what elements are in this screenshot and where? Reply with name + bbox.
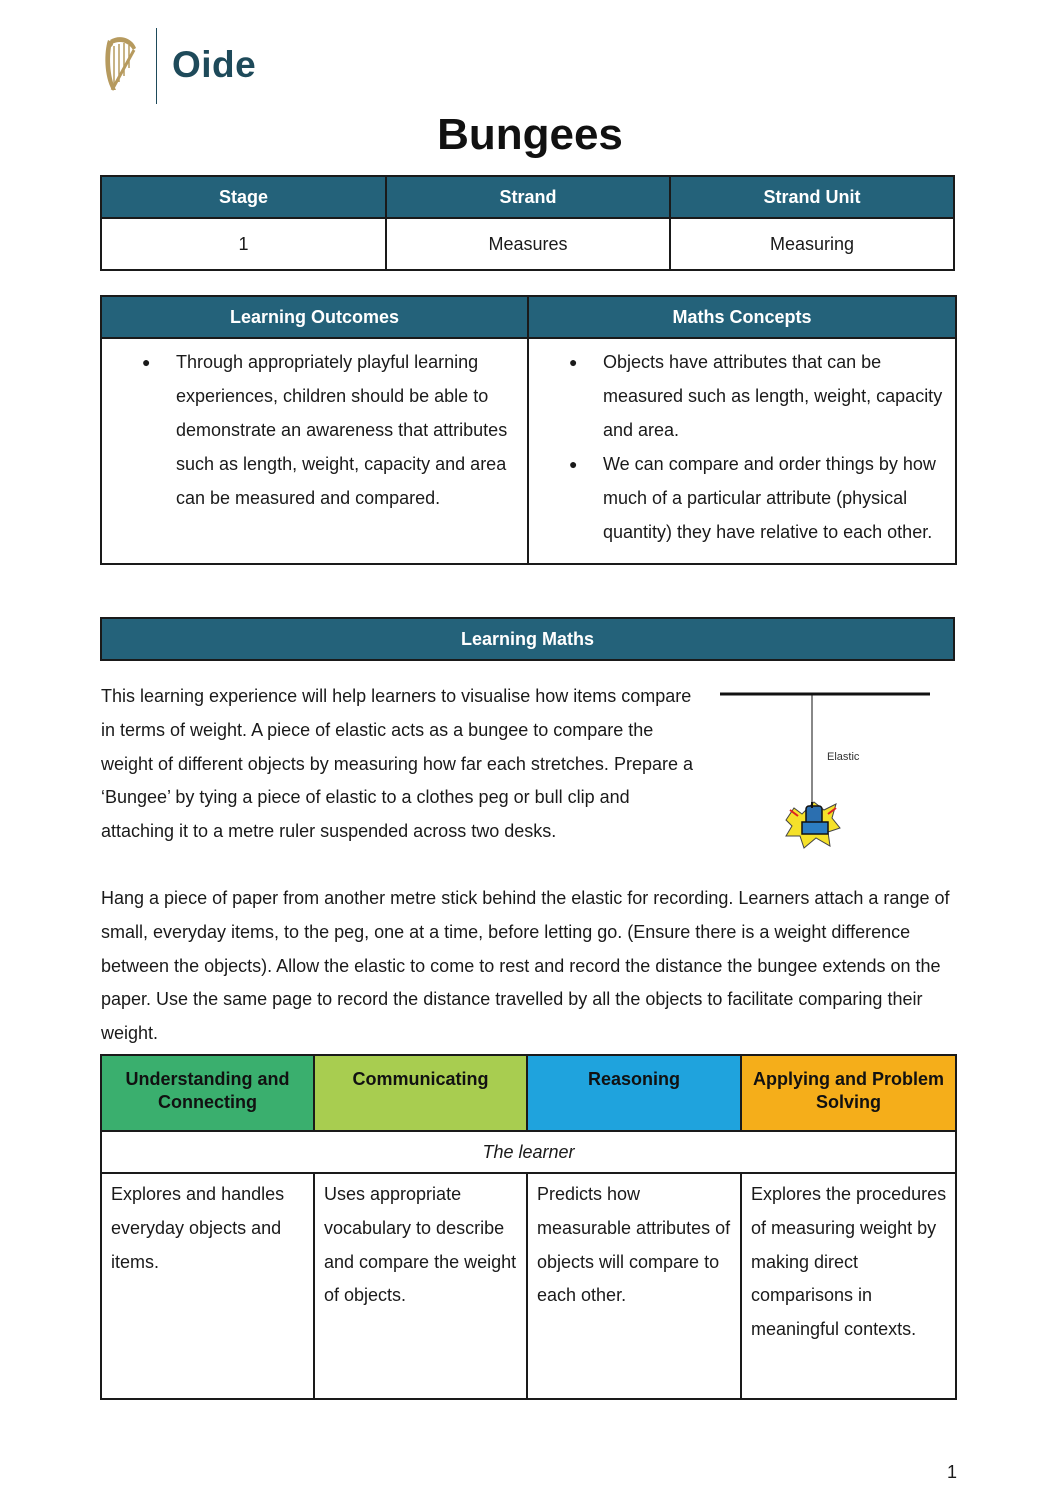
bullet-icon: ●: [569, 354, 578, 370]
learning-outcomes-cell: [101, 338, 528, 564]
stage-value: 1: [101, 218, 386, 270]
communicating-text: Uses appropriate vocabulary to describe and compare the weight of objects.: [314, 1173, 527, 1399]
header-communicating: Communicating: [314, 1055, 527, 1131]
oide-logo: [100, 26, 280, 106]
header-strand: Strand: [386, 176, 670, 218]
learning-maths-paragraph-1: This learning experience will help learners to visualise how items compare in terms of weight. A piece of elastic acts as a bungee to compare the weight of different objects by measuring how far each stretches. Prepare a ‘Bungee’ by tying a piece of elastic to a clothes peg or bull clip and attaching it to a metre ruler suspended across two desks.: [101, 686, 693, 842]
learning-maths-paragraph-2: Hang a piece of paper from another metre stick behind the elastic for recording. Learners attach a range of small, everyday items, to the peg, one at a time, before letting go. (Ensure there is a weight difference between the objects). Allow the elastic to come to rest and record the distance the bungee extends on the paper. Use the same page to record the distance travelled by all the objects to facilitate comparing their weight.: [101, 888, 950, 1044]
logo-wordmark: Oide: [172, 44, 257, 85]
header-maths-concepts: Maths Concepts: [528, 296, 956, 338]
header-learning-maths: Learning Maths: [101, 618, 954, 660]
strand-value: Measures: [386, 218, 670, 270]
harp-icon: [100, 32, 140, 96]
header-stage: Stage: [101, 176, 386, 218]
elastic-label: Elastic: [827, 751, 860, 763]
header-strand-unit: Strand Unit: [670, 176, 954, 218]
list-item-text: Through appropriately playful learning experiences, children should be able to demonstrate an awareness that attributes such as length, weight, capacity and area can be measured and compared.: [176, 352, 508, 508]
header-understanding-connecting: Understanding and Connecting: [101, 1055, 314, 1131]
bullet-icon: ●: [142, 354, 151, 370]
clip-icon: [786, 802, 840, 848]
reasoning-text: Predicts how measurable attributes of objects will compare to each other.: [527, 1173, 741, 1399]
logo-divider: [156, 28, 157, 104]
learner-label: The learner: [101, 1131, 956, 1173]
bungee-illustration: [718, 686, 934, 856]
page-number: 1: [946, 1462, 957, 1482]
page-title: Bungees: [437, 110, 623, 159]
understanding-connecting-text: Explores and handles everyday objects and items.: [101, 1173, 314, 1399]
applying-problem-solving-text: Explores the procedures of measuring weight by making direct comparisons in meaningful contexts.: [741, 1173, 956, 1399]
header-reasoning: Reasoning: [527, 1055, 741, 1131]
list-item: [539, 345, 945, 447]
strand-unit-value: Measuring: [670, 218, 954, 270]
outcomes-table: [100, 295, 957, 565]
list-item-text: We can compare and order things by how much of a particular attribute (physical quantity) they have relative to each other.: [603, 454, 936, 542]
list-item-text: Objects have attributes that can be measured such as length, weight, capacity and area.: [603, 352, 943, 440]
list-item: [112, 345, 517, 515]
learning-maths-table: [100, 617, 955, 661]
header-applying-problem-solving: Applying and Problem Solving: [741, 1055, 956, 1131]
overview-table: [100, 175, 955, 271]
list-item: [539, 447, 945, 549]
bullet-icon: ●: [569, 456, 578, 472]
bungee-figure: [718, 686, 934, 856]
maths-concepts-cell: [528, 338, 956, 564]
header-learning-outcomes: Learning Outcomes: [101, 296, 528, 338]
strands-table: [100, 1054, 957, 1400]
